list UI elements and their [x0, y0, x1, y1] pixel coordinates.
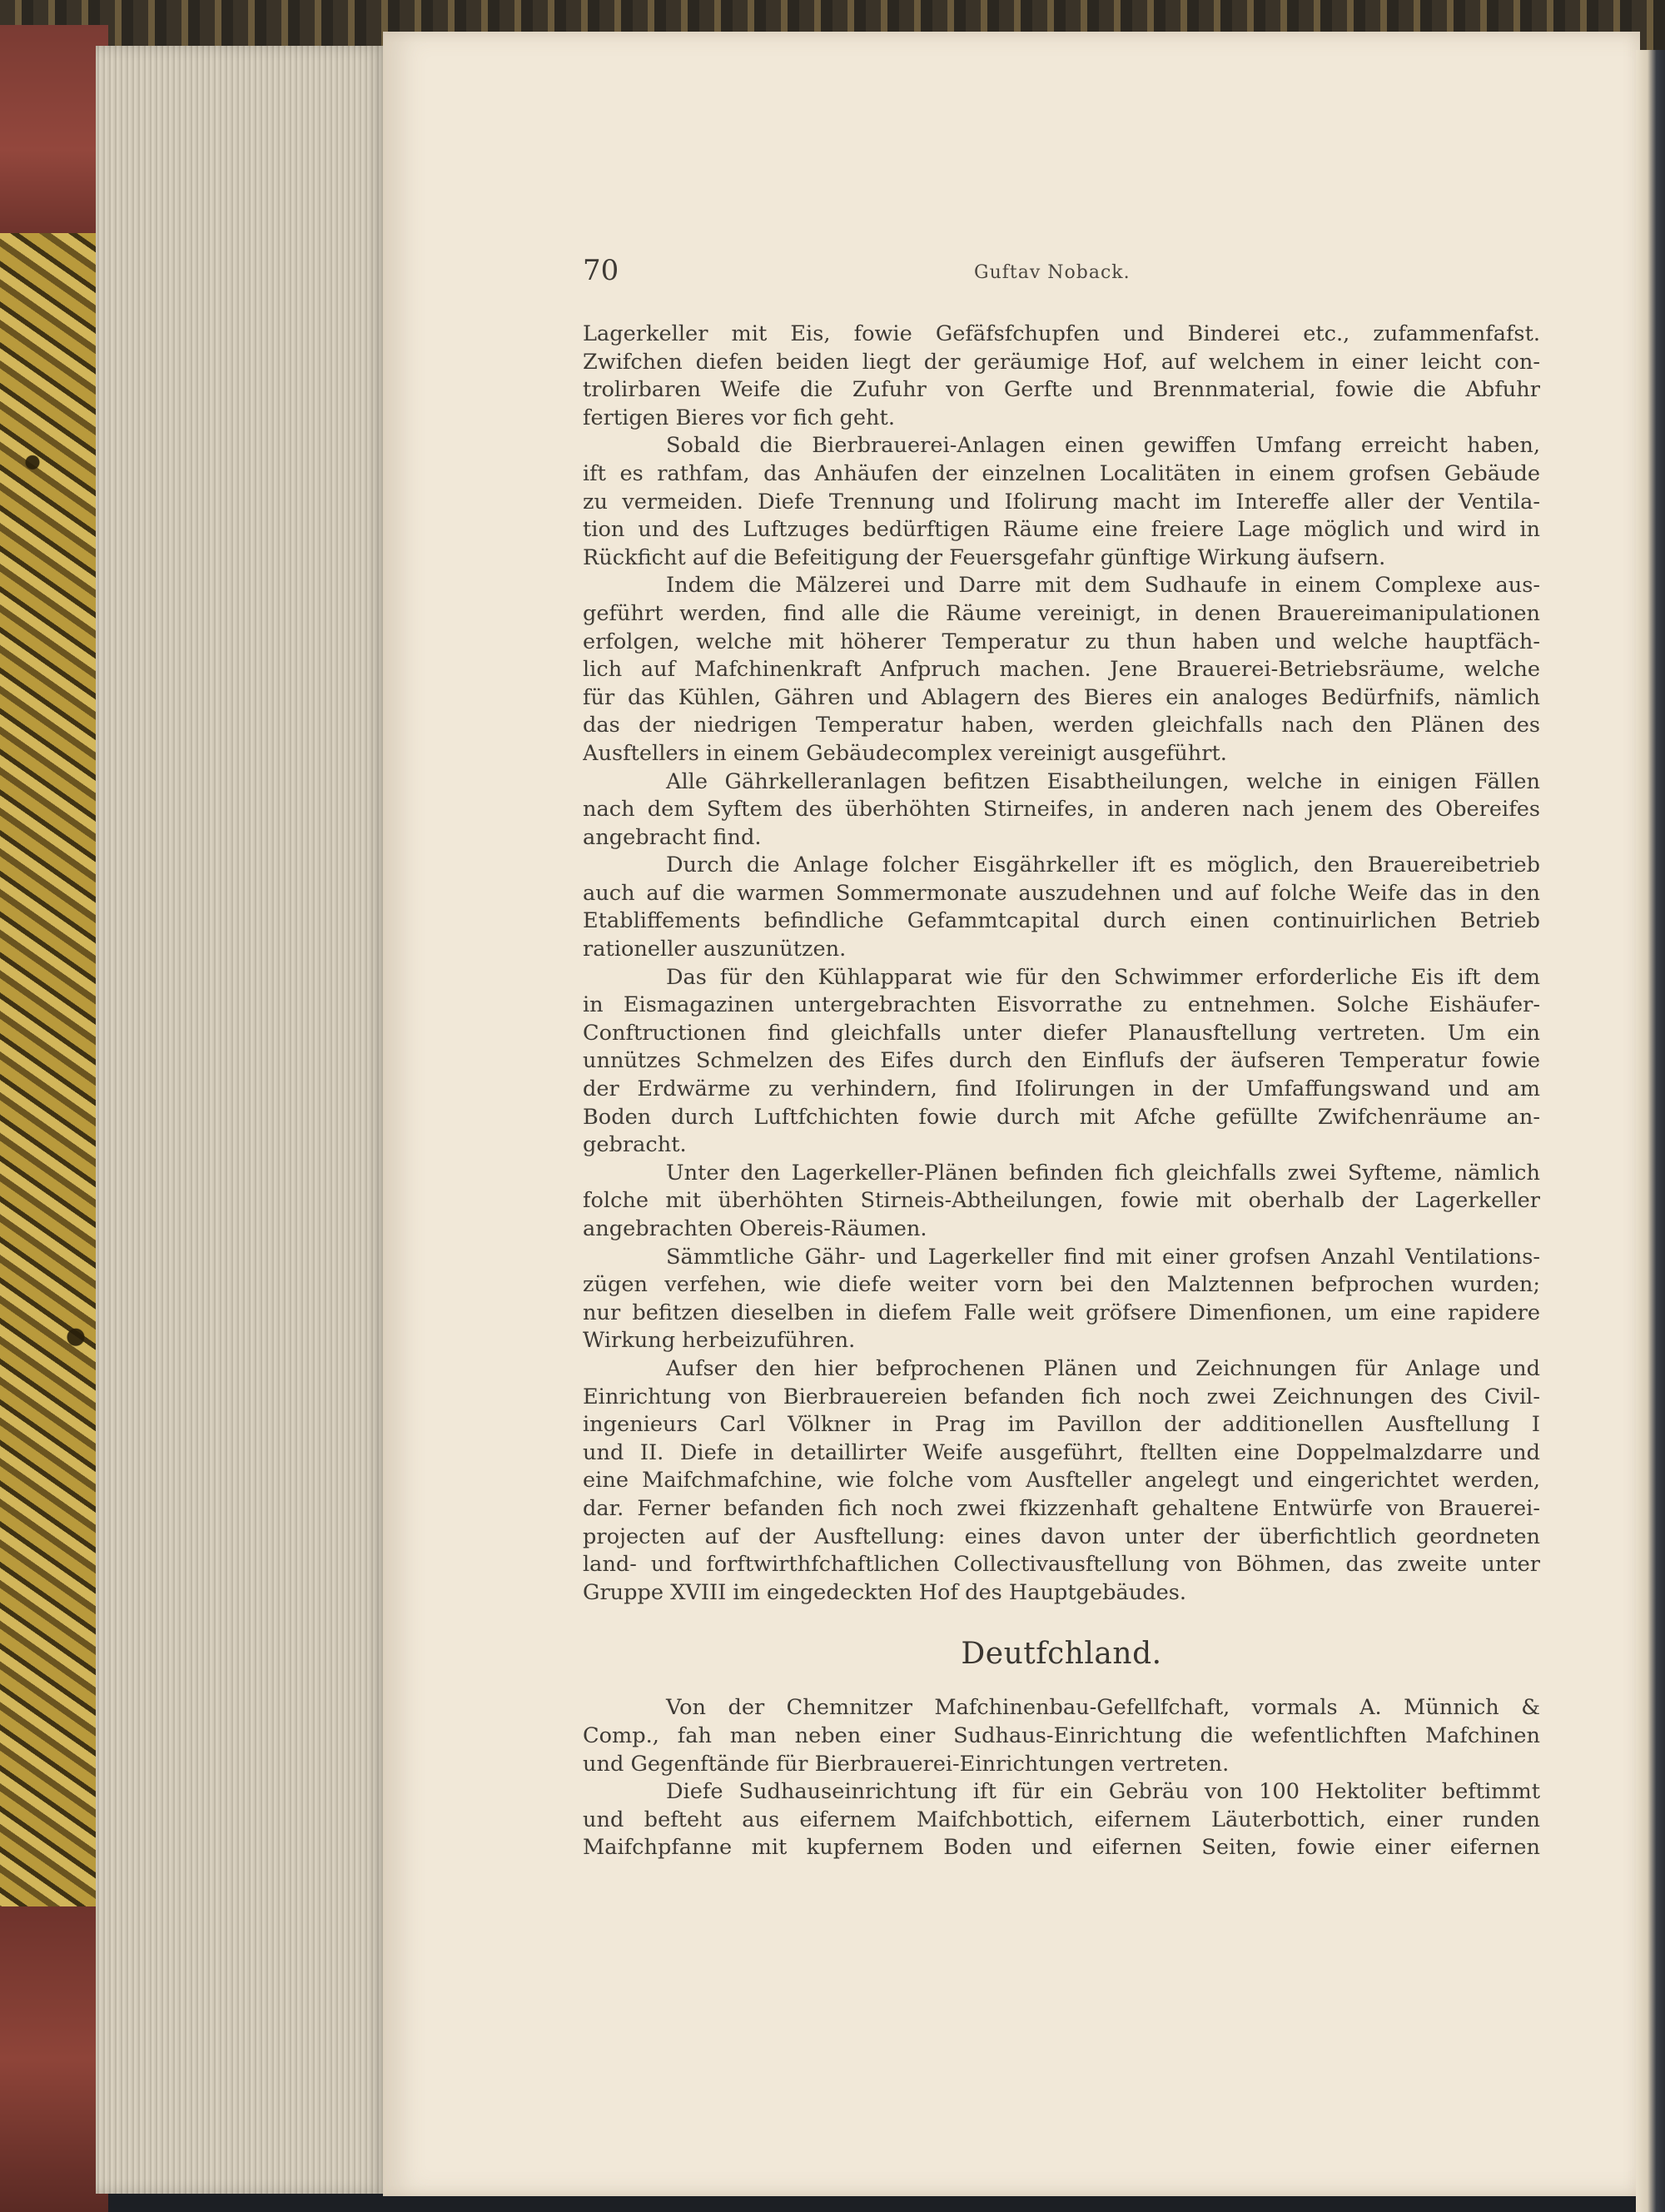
text-line: der Erdwärme zu verhindern, find Ifolirungen in der Umfaffungswand und am: [583, 1076, 1540, 1102]
facing-page-edge: [1636, 50, 1665, 2212]
text-line: Wirkung herbeizuführen.: [583, 1328, 856, 1354]
text-line: nur befitzen dieselben in diefem Falle weit gröfsere Dimenfionen, um eine rapidere: [583, 1300, 1540, 1325]
text-line: nach dem Syftem des überhöhten Stirneifes, in anderen nach jenem des Obereifes: [583, 797, 1540, 823]
text-line: land- und forftwirthfchaftlichen Collectivausftellung von Böhmen, das zweite unter: [583, 1552, 1540, 1578]
text-line: Sobald die Bierbrauerei-Anlagen einen gewiffen Umfang erreicht haben,: [666, 433, 1540, 459]
text-line: Maifchpfanne mit kupfernem Boden und eifernen Seiten, fowie einer eifernen: [583, 1835, 1540, 1861]
text-line: Einrichtung von Bierbrauereien befanden fich noch zwei Zeichnungen des Civil-: [583, 1384, 1540, 1409]
running-head: [583, 254, 1540, 296]
text-line: und Gegenftände für Bierbrauerei-Einrichtungen vertreten.: [583, 1751, 1230, 1777]
text-line: Comp., fah man neben einer Sudhaus-Einrichtung die wefentlichften Mafchinen: [583, 1722, 1540, 1748]
section-heading: Deutfchland.: [961, 1637, 1162, 1672]
text-line: projecten auf der Ausftellung: eines davon unter der überfichtlich geordneten: [583, 1524, 1540, 1549]
text-line: tion und des Luftzuges bedürftigen Räume eine freiere Lage möglich und wird in: [583, 517, 1540, 543]
text-line: Conftructionen find gleichfalls unter diefer Planausftellung vertreten. Um ein: [583, 1020, 1540, 1046]
text-line: lich auf Mafchinenkraft Anfpruch machen. Jene Brauerei-Betriebsräume, welche: [583, 657, 1540, 683]
text-line: Indem die Mälzerei und Darre mit dem Sudhaufe in einem Complexe aus-: [666, 573, 1540, 599]
text-line: und II. Diefe in detaillirter Weife ausgeführt, ftellten eine Doppelmalzdarre und: [583, 1439, 1540, 1465]
text-line: Unter den Lagerkeller-Plänen befinden fich gleichfalls zwei Syfteme, nämlich: [666, 1160, 1540, 1186]
text-line: angebrachten Obereis-Räumen.: [583, 1216, 927, 1241]
text-line: Ausftellers in einem Gebäudecomplex vereinigt ausgeführt.: [583, 740, 1227, 766]
text-line: Zwifchen diefen beiden liegt der geräumige Hof, auf welchem in einer leicht con-: [583, 349, 1540, 375]
text-line: ingenieurs Carl Völkner in Prag im Pavillon der additionellen Ausftellung I: [583, 1412, 1540, 1438]
body-paragraphs: [583, 321, 1540, 1607]
text-line: Von der Chemnitzer Mafchinenbau-Gefellfchaft, vormals A. Münnich &: [666, 1695, 1540, 1721]
text-line: Rückficht auf die Befeitigung der Feuersgefahr günftige Wirkung äufsern.: [583, 544, 1386, 570]
text-line: Etabliffements befindliche Gefammtcapital durch einen continuirlichen Betrieb: [583, 908, 1540, 934]
text-line: Alle Gährkelleranlagen befitzen Eisabtheilungen, welche in einigen Fällen: [666, 768, 1540, 794]
text-line: Sämmtliche Gähr- und Lagerkeller find mit einer grofsen Anzahl Ventilations-: [666, 1244, 1540, 1270]
text-line: in Eismagazinen untergebrachten Eisvorrathe zu entnehmen. Solche Eishäufer-: [583, 992, 1540, 1018]
text-line: für das Kühlen, Gähren und Ablagern des Bieres ein analoges Bedürfnifs, nämlich: [583, 684, 1540, 710]
text-line: zügen verfehen, wie diefe weiter vorn bei den Malztennen befprochen wurden;: [583, 1272, 1540, 1298]
page-number: 70: [583, 254, 619, 287]
running-title: Guftav Noback.: [974, 262, 1131, 283]
section-paragraphs: [583, 1694, 1540, 1862]
page-text: [583, 254, 1540, 1862]
text-line: eine Maifchmafchine, wie folche vom Ausfteller angelegt und eingerichtet werden,: [583, 1468, 1540, 1494]
text-line: Lagerkeller mit Eis, fowie Gefäfsfchupfen und Binderei etc., zufammenfafst.: [583, 321, 1540, 346]
text-line: folche mit überhöhten Stirneis-Abtheilungen, fowie mit oberhalb der Lagerkeller: [583, 1188, 1540, 1214]
text-line: rationeller auszunützen.: [583, 937, 847, 962]
page-edges-stack: [96, 46, 387, 2194]
text-line: und befteht aus eifernem Maifchbottich, eifernem Läuterbottich, einer runden: [583, 1807, 1540, 1832]
text-line: Das für den Kühlapparat wie für den Schwimmer erforderliche Eis ift dem: [666, 964, 1540, 990]
text-line: geführt werden, find alle die Räume vereinigt, in denen Brauereimanipulationen: [583, 600, 1540, 626]
text-line: das der niedrigen Temperatur haben, werden gleichfalls nach den Plänen des: [583, 713, 1540, 738]
text-line: dar. Ferner befanden fich noch zwei fkizzenhaft gehaltene Entwürfe von Brauerei-: [583, 1495, 1540, 1521]
leather-corner-bottom: [0, 1906, 108, 2212]
text-line: ift es rathfam, das Anhäufen der einzelnen Localitäten in einem grofsen Gebäude: [583, 460, 1540, 486]
text-line: gebracht.: [583, 1132, 687, 1158]
text-line: angebracht find.: [583, 824, 762, 850]
text-line: auch auf die warmen Sommermonate auszudehnen und auf folche Weife das in den: [583, 880, 1540, 906]
text-line: erfolgen, welche mit höherer Temperatur zu thun haben und welche hauptfäch-: [583, 629, 1540, 654]
text-line: Gruppe XVIII im eingedeckten Hof des Hauptgebäudes.: [583, 1579, 1187, 1605]
text-line: fertigen Bieres vor fich geht.: [583, 405, 895, 430]
marbled-cover-board: [0, 25, 108, 2212]
text-line: zu vermeiden. Diefe Trennung und Ifolirung macht im Intereffe aller der Ventila-: [583, 489, 1540, 514]
text-line: Boden durch Luftfchichten fowie durch mit Afche gefüllte Zwifchenräume an-: [583, 1104, 1540, 1130]
text-line: unnützes Schmelzen des Eifes durch den Einflufs der äufseren Temperatur fowie: [583, 1048, 1540, 1074]
leather-corner-top: [0, 25, 108, 233]
text-line: Aufser den hier befprochenen Plänen und Zeichnungen für Anlage und: [666, 1355, 1540, 1381]
text-line: trolirbaren Weife die Zufuhr von Gerfte und Brennmaterial, fowie die Abfuhr: [583, 377, 1540, 403]
text-line: Diefe Sudhauseinrichtung ift für ein Gebräu von 100 Hektoliter beftimmt: [666, 1779, 1540, 1805]
text-line: Durch die Anlage folcher Eisgährkeller ift es möglich, den Brauereibetrieb: [666, 852, 1540, 878]
